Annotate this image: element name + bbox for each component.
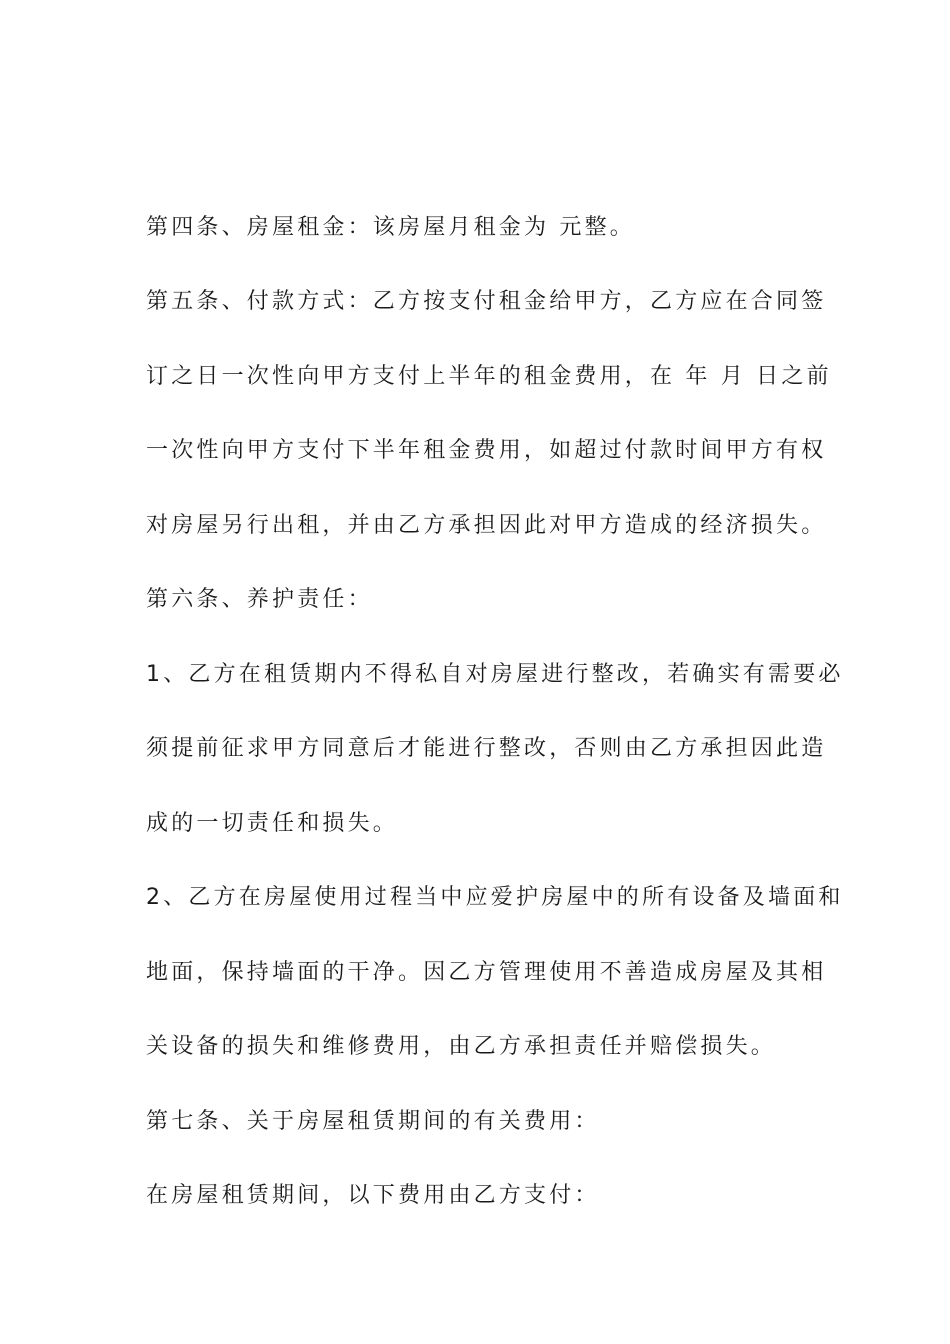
article-4-rent: 第四条、房屋租金：该房屋月租金为 元整。 (146, 215, 635, 240)
article-5-payment-line-1: 第五条、付款方式：乙方按支付租金给甲方，乙方应在合同签 (146, 289, 827, 314)
article-7-intro: 在房屋租赁期间，以下费用由乙方支付： (146, 1183, 600, 1208)
article-6-item-2-line-2: 地面，保持墙面的干净。因乙方管理使用不善造成房屋及其相 (146, 960, 827, 985)
article-5-payment-line-4: 对房屋另行出租，并由乙方承担因此对甲方造成的经济损失。 (146, 513, 827, 538)
article-6-item-1-line-2: 须提前征求甲方同意后才能进行整改，否则由乙方承担因此造 (146, 736, 827, 761)
article-5-payment-line-3: 一次性向甲方支付下半年租金费用，如超过付款时间甲方有权 (146, 438, 827, 463)
article-6-item-2-line-1: 2、乙方在房屋使用过程当中应爱护房屋中的所有设备及墙面和 (146, 885, 844, 910)
article-7-heading: 第七条、关于房屋租赁期间的有关费用： (146, 1109, 600, 1134)
article-6-item-1-line-1: 1、乙方在租赁期内不得私自对房屋进行整改，若确实有需要必 (146, 662, 844, 687)
article-6-item-2-line-3: 关设备的损失和维修费用，由乙方承担责任并赔偿损失。 (146, 1034, 777, 1059)
article-6-heading: 第六条、养护责任： (146, 587, 373, 612)
article-5-payment-line-2: 订之日一次性向甲方支付上半年的租金费用，在 年 月 日之前 (146, 364, 832, 389)
article-6-item-1-line-3: 成的一切责任和损失。 (146, 811, 399, 836)
